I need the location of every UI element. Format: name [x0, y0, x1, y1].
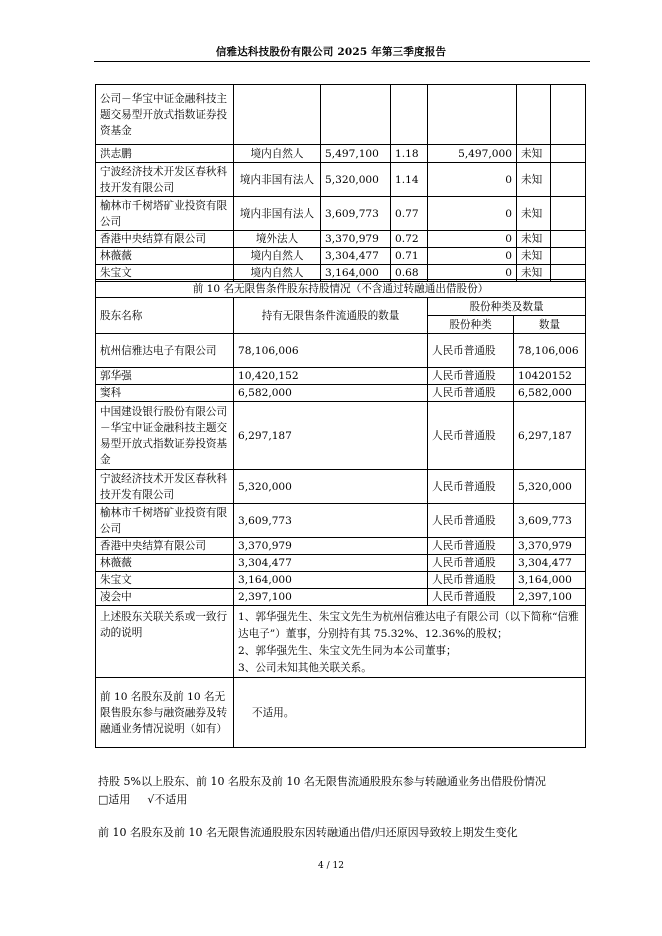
share-ratio: 0.77 — [391, 197, 428, 231]
pledge-quantity — [551, 145, 586, 163]
shareholder-type: 境内非国有法人 — [234, 197, 321, 231]
col-header-qty: 持有无限售条件流通股的数量 — [234, 298, 428, 334]
shareholder-type: 境内自然人 — [234, 265, 321, 282]
pledge-status: 未知 — [517, 231, 551, 248]
shareholder-name: 中国建设银行股份有限公司－华宝中证金融科技主题交易型开放式指数证券投资基金 — [96, 402, 234, 470]
table-row — [96, 538, 586, 555]
unrestricted-qty: 6,297,187 — [234, 402, 428, 470]
col-header-class: 股份种类及数量 — [428, 298, 586, 316]
table-row — [96, 589, 586, 606]
table-row — [96, 504, 586, 538]
margin-label: 前 10 名股东及前 10 名无限售股东参与融资融券及转融通业务情况说明（如有） — [96, 678, 234, 748]
change-note-title: 前 10 名股东及前 10 名无限售流通股股东因转融通出借/归还原因导致较上期发生变化 — [98, 826, 518, 839]
share-ratio: 0.68 — [391, 265, 428, 282]
shareholder-type: 境内自然人 — [234, 145, 321, 163]
table-row — [96, 145, 586, 163]
table-row — [96, 555, 586, 572]
col-header-class-qty: 数量 — [514, 316, 586, 334]
table-row — [96, 334, 586, 368]
restricted-shares: 0 — [428, 197, 517, 231]
unrestricted-shareholders-table — [95, 279, 586, 748]
shareholder-type: 境内非国有法人 — [234, 163, 321, 197]
unrestricted-qty: 3,164,000 — [234, 572, 428, 589]
share-type: 人民币普通股 — [428, 368, 514, 385]
unrestricted-qty: 6,582,000 — [234, 385, 428, 402]
share-number: 2,397,100 — [514, 589, 586, 606]
shares-held: 3,304,477 — [321, 248, 391, 265]
share-number: 6,582,000 — [514, 385, 586, 402]
relation-row — [96, 606, 586, 678]
restricted-shares: 5,497,000 — [428, 145, 517, 163]
table-row — [96, 197, 586, 231]
restricted-shares — [428, 85, 517, 145]
share-type: 人民币普通股 — [428, 538, 514, 555]
share-ratio: 0.72 — [391, 231, 428, 248]
shareholder-name: 朱宝文 — [96, 572, 234, 589]
table-row — [96, 385, 586, 402]
shareholder-name: 凌会中 — [96, 589, 234, 606]
header-row — [96, 298, 586, 316]
unrestricted-qty: 3,304,477 — [234, 555, 428, 572]
share-type: 人民币普通股 — [428, 385, 514, 402]
shareholder-name: 香港中央结算有限公司 — [96, 231, 234, 248]
share-ratio: 0.71 — [391, 248, 428, 265]
table-row — [96, 368, 586, 385]
unrestricted-qty: 2,397,100 — [234, 589, 428, 606]
col-header-name: 股东名称 — [96, 298, 234, 334]
shareholder-name: 洪志鹏 — [96, 145, 234, 163]
relation-line: 1、郭华强先生、朱宝文先生为杭州信雅达电子有限公司（以下简称“信雅达电子”）董事，分别持有其 75.32%、12.36%的股权； — [238, 611, 579, 640]
table-row — [96, 231, 586, 248]
share-number: 3,304,477 — [514, 555, 586, 572]
option-applicable: □适用 — [98, 793, 131, 806]
shares-held: 3,609,773 — [321, 197, 391, 231]
table-row — [96, 163, 586, 197]
share-ratio: 1.14 — [391, 163, 428, 197]
restricted-shares: 0 — [428, 265, 517, 282]
share-type: 人民币普通股 — [428, 334, 514, 368]
margin-value: 不适用。 — [234, 678, 586, 748]
option-not-applicable: √不适用 — [147, 793, 188, 806]
table-row — [96, 85, 586, 145]
header-divider — [94, 61, 590, 62]
shares-held: 3,164,000 — [321, 265, 391, 282]
page-number: 4 / 12 — [318, 861, 344, 871]
table-row — [96, 572, 586, 589]
relation-label: 上述股东关联关系或一致行动的说明 — [96, 606, 234, 678]
lending-note-title: 持股 5%以上股东、前 10 名股东及前 10 名无限售流通股股东参与转融通业务出借股份情况 — [98, 775, 546, 788]
relation-line: 3、公司未知其他关联关系。 — [238, 662, 372, 674]
section-title-row — [96, 280, 586, 298]
table-row — [96, 402, 586, 470]
unrestricted-qty: 3,370,979 — [234, 538, 428, 555]
shareholder-name: 杭州信雅达电子有限公司 — [96, 334, 234, 368]
shareholder-name: 林薇薇 — [96, 248, 234, 265]
share-type: 人民币普通股 — [428, 555, 514, 572]
pledge-status: 未知 — [517, 265, 551, 282]
shareholder-name: 榆林市千树塔矿业投资有限公司 — [96, 504, 234, 538]
pledge-status: 未知 — [517, 197, 551, 231]
shareholder-name: 宁波经济技术开发区春秋科技开发有限公司 — [96, 470, 234, 504]
shares-held — [321, 85, 391, 145]
pledge-quantity — [551, 163, 586, 197]
shareholder-type: 境内自然人 — [234, 248, 321, 265]
lending-options — [98, 791, 187, 809]
shareholder-name: 郭华强 — [96, 368, 234, 385]
share-type: 人民币普通股 — [428, 572, 514, 589]
restricted-shares: 0 — [428, 163, 517, 197]
share-number: 3,164,000 — [514, 572, 586, 589]
unrestricted-qty: 5,320,000 — [234, 470, 428, 504]
shareholder-type — [234, 85, 321, 145]
shares-held: 3,370,979 — [321, 231, 391, 248]
pledge-status: 未知 — [517, 248, 551, 265]
top-shareholders-table — [95, 84, 586, 282]
shareholder-name: 宁波经济技术开发区春秋科技开发有限公司 — [96, 163, 234, 197]
shareholder-name: 朱宝文 — [96, 265, 234, 282]
shareholder-name: 公司－华宝中证金融科技主题交易型开放式指数证券投资基金 — [96, 85, 234, 145]
section-title: 前 10 名无限售条件股东持股情况（不含通过转融通出借股份） — [96, 280, 586, 298]
share-ratio — [391, 85, 428, 145]
pledge-quantity — [551, 85, 586, 145]
table-row — [96, 248, 586, 265]
pledge-quantity — [551, 231, 586, 248]
share-type: 人民币普通股 — [428, 470, 514, 504]
col-header-class-type: 股份种类 — [428, 316, 514, 334]
report-header: 信雅达科技股份有限公司 2025 年第三季度报告 — [215, 46, 447, 58]
pledge-quantity — [551, 248, 586, 265]
shares-held: 5,497,100 — [321, 145, 391, 163]
shareholder-name: 香港中央结算有限公司 — [96, 538, 234, 555]
share-number: 6,297,187 — [514, 402, 586, 470]
shareholder-type: 境外法人 — [234, 231, 321, 248]
share-type: 人民币普通股 — [428, 589, 514, 606]
relation-description — [234, 606, 586, 678]
unrestricted-qty: 78,106,006 — [234, 334, 428, 368]
shareholder-name: 榆林市千树塔矿业投资有限公司 — [96, 197, 234, 231]
shareholder-name: 窦科 — [96, 385, 234, 402]
share-number: 3,609,773 — [514, 504, 586, 538]
share-number: 78,106,006 — [514, 334, 586, 368]
pledge-status: 未知 — [517, 163, 551, 197]
shareholder-name: 林薇薇 — [96, 555, 234, 572]
share-type: 人民币普通股 — [428, 402, 514, 470]
unrestricted-qty: 3,609,773 — [234, 504, 428, 538]
unrestricted-qty: 10,420,152 — [234, 368, 428, 385]
share-number: 3,370,979 — [514, 538, 586, 555]
restricted-shares: 0 — [428, 231, 517, 248]
shares-held: 5,320,000 — [321, 163, 391, 197]
margin-row — [96, 678, 586, 748]
share-type: 人民币普通股 — [428, 504, 514, 538]
restricted-shares: 0 — [428, 248, 517, 265]
table-row — [96, 470, 586, 504]
pledge-status — [517, 85, 551, 145]
pledge-status: 未知 — [517, 145, 551, 163]
share-number: 10420152 — [514, 368, 586, 385]
relation-line: 2、郭华强先生、朱宝文先生同为本公司董事； — [238, 645, 457, 657]
pledge-quantity — [551, 197, 586, 231]
share-number: 5,320,000 — [514, 470, 586, 504]
share-ratio: 1.18 — [391, 145, 428, 163]
